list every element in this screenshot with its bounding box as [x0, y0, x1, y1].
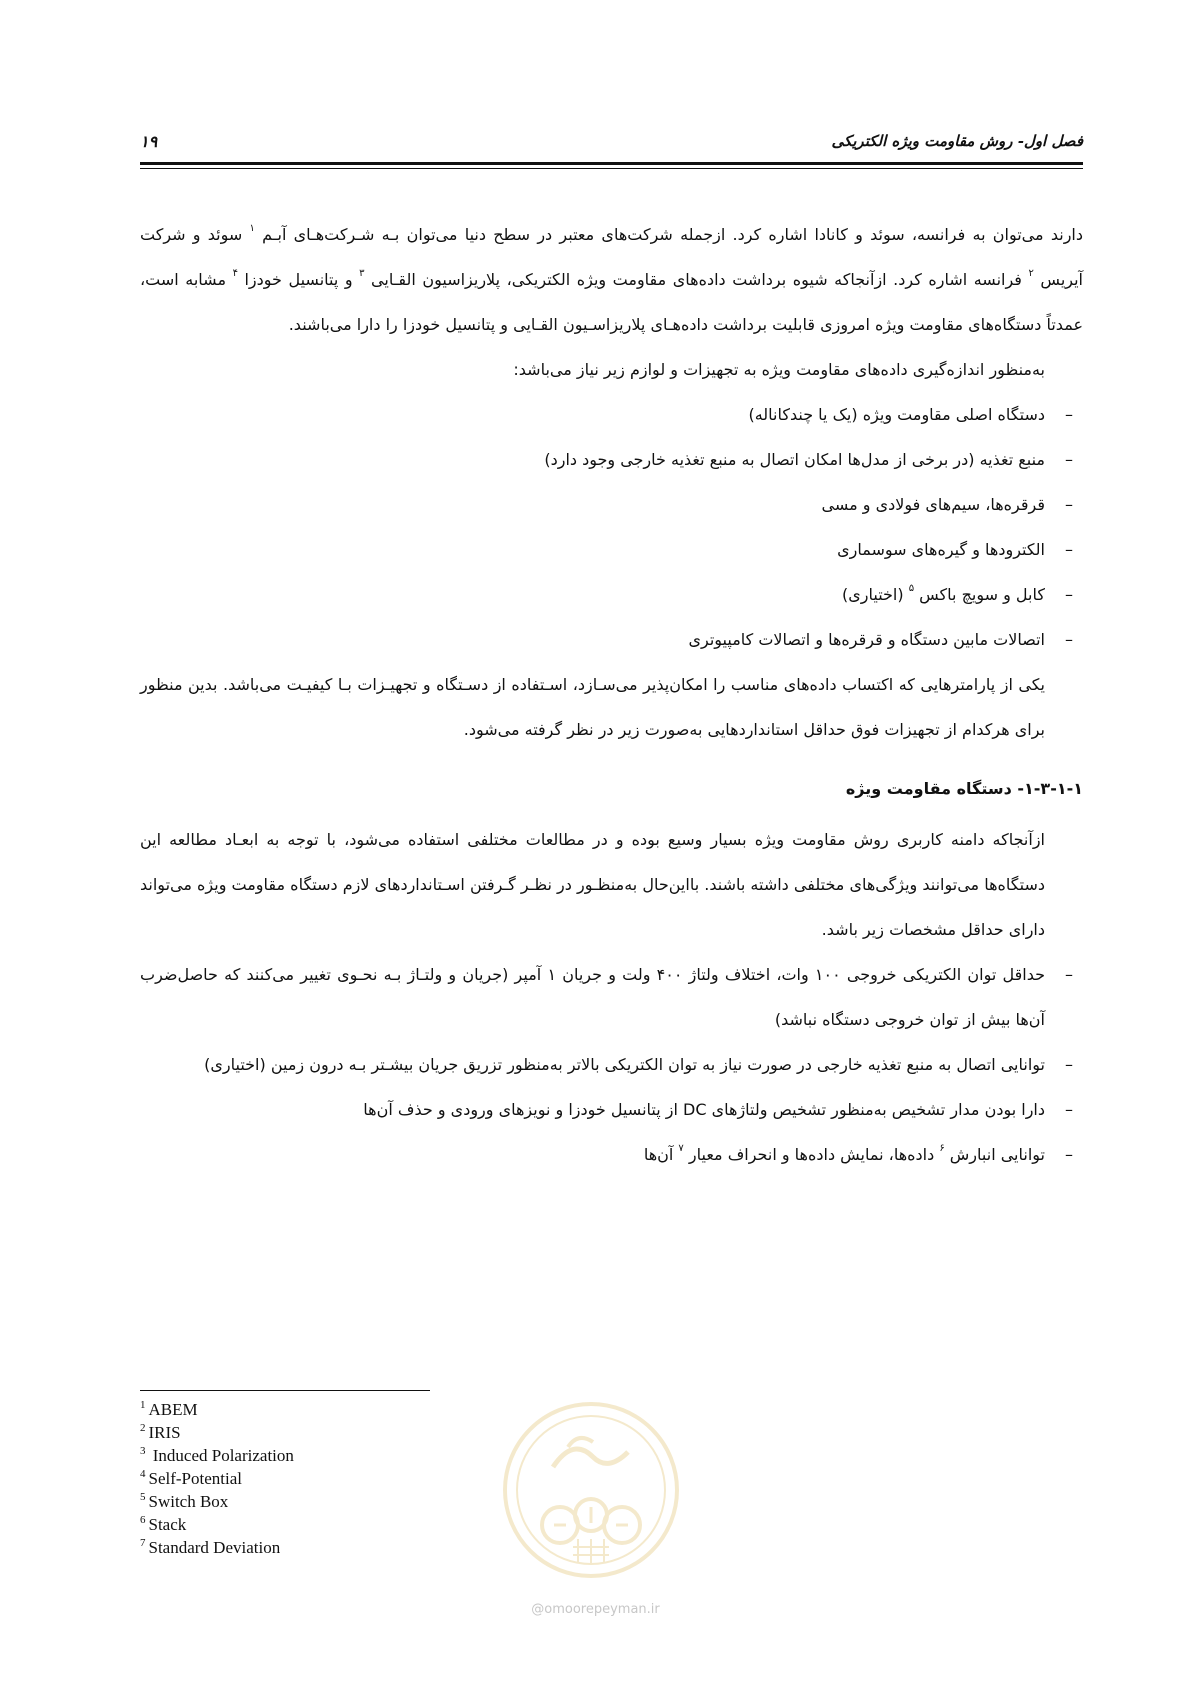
footnote: $^6$ Stack — [140, 1514, 187, 1534]
footnote: $^2$ IRIS — [140, 1422, 181, 1442]
list-item: – توانایی اتصال به منبع تغذیه خارجی در صورت نیاز به توان الکتریکی بالاتر به‌منظور تزریق جریان بیشـتر بـه درون زمین (اختیاری) — [204, 1055, 1073, 1074]
footnotes — [140, 1398, 294, 1559]
footnote-ref[interactable]: ۳ — [359, 268, 365, 279]
footnote-ref[interactable]: ۷ — [678, 1143, 684, 1154]
header-rule-thin — [140, 168, 1083, 169]
list-item: – دارا بودن مدار تشخیص به‌منظور تشخیص ولتاژهای DC از پتانسیل خودزا و نویزهای ورودی و حذف آن‌ها — [363, 1100, 1073, 1119]
footnote-ref[interactable]: ۱ — [249, 223, 255, 234]
footnote: $^1$ ABEM — [140, 1399, 198, 1419]
header-rule-thick — [140, 162, 1083, 165]
footnote-ref[interactable]: ۲ — [1028, 268, 1034, 279]
watermark-logo-icon — [498, 1397, 684, 1583]
running-header — [140, 128, 1083, 158]
footnote-ref[interactable]: ۶ — [939, 1143, 945, 1154]
footnote: $^5$ Switch Box — [140, 1491, 229, 1511]
list-item: – اتصالات مابین دستگاه و قرقره‌ها و اتصالات کامپیوتری — [688, 630, 1073, 649]
body-text — [140, 212, 1083, 1177]
list-item: – منبع تغذیه (در برخی از مدل‌ها امکان اتصال به منبع تغذیه خارجی وجود دارد) — [544, 450, 1073, 469]
spec-list — [140, 952, 1083, 1177]
footnote-ref[interactable]: ۵ — [908, 583, 915, 594]
footnote-ref[interactable]: ۴ — [232, 268, 238, 279]
list-item: – توانایی انبارش $^۶$ داده‌ها، نمایش داده‌ها و انحراف معیار $^۷$ آن‌ها — [643, 1143, 1073, 1164]
list-item: – کابل و سویچ باکس $^۵$ (اختیاری) — [842, 583, 1073, 604]
paragraph-scope: ازآنجاکه دامنه کاربری روش مقاومت ویژه بسیار وسیع بوده و در مطالعات مختلفی استفاده می‌شود، با توجه به ابعـاد مطالعه این دستگاه‌ها می‌توانند ویژگی‌های مختلفی داشته باشند. بااین‌حال به‌منظـور در نظـر گـرفتن اسـتانداردهای لازم دستگاه مقاومت ویژه می‌تواند دارای حداقل مشخصات زیر باشد. — [140, 830, 1045, 939]
footnote-rule — [140, 1390, 430, 1391]
footnote: $^4$ Self-Potential — [140, 1468, 242, 1488]
list-item: – حداقل توان الکتریکی خروجی ۱۰۰ وات، اختلاف ولتاژ ۴۰۰ ولت و جریان ۱ آمپر (جریان و ولتـاژ بـه نحـوی تغییر می‌کنند که حاصل‌ضرب آن‌ها بیش از توان خروجی دستگاه نباشد) — [140, 965, 1073, 1029]
chapter-title: فصل اول- روش مقاومت ویژه الکتریکی — [831, 132, 1083, 150]
list-item: – الکترودها و گیره‌های سوسماری — [837, 540, 1073, 559]
list-item: – دستگاه اصلی مقاومت ویژه (یک یا چندکاناله) — [748, 405, 1073, 424]
footnote: $^3$ Induced Polarization — [140, 1445, 294, 1465]
paragraph-intro: دارند می‌توان به فرانسه، سوئد و کانادا اشاره کرد. ازجمله شرکت‌های معتبر در سطح دنیا می‌توان بـه شـرکت‌هـای آبـم $^۱$ سوئد و شرکت آیریس $^۲$ فرانسه اشاره کرد. ازآنجاکه شیوه برداشت داده‌های مقاومت ویژه الکتریکی، پلاریزاسیون القـایی $^۳$ و پتانسیل خودزا $^۴$ مشابه است، عمدتاً دستگاه‌های مقاومت ویژه امروزی قابلیت برداشت داده‌هـای پلاریزاسـیون القـایی و پتانسیل خودزا را دارا می‌باشند. — [140, 223, 1083, 334]
section-heading: ۱-۳-۱-۱- دستگاه مقاومت ویژه — [845, 779, 1083, 798]
page-number: ۱۹ — [140, 132, 158, 151]
paragraph-quality: یکی از پارامترهایی که اکتساب داده‌های مناسب را امکان‌پذیر می‌سـازد، اسـتفاده از دسـتگاه و تجهیـزات بـا کیفیـت می‌باشد. بدین منظور برای هرکدام از تجهیزات فوق حداقل استانداردهایی به‌صورت زیر در نظر گرفته می‌شود. — [140, 675, 1045, 739]
equipment-list — [140, 392, 1083, 662]
watermark-url: @omoorepeyman.ir — [531, 1602, 660, 1617]
list-item: – قرقره‌ها، سیم‌های فولادی و مسی — [821, 495, 1073, 514]
footnote: $^7$ Standard Deviation — [140, 1537, 281, 1557]
paragraph-equipment-intro: به‌منظور اندازه‌گیری داده‌های مقاومت ویژه به تجهیزات و لوازم زیر نیاز می‌باشد: — [513, 360, 1045, 379]
